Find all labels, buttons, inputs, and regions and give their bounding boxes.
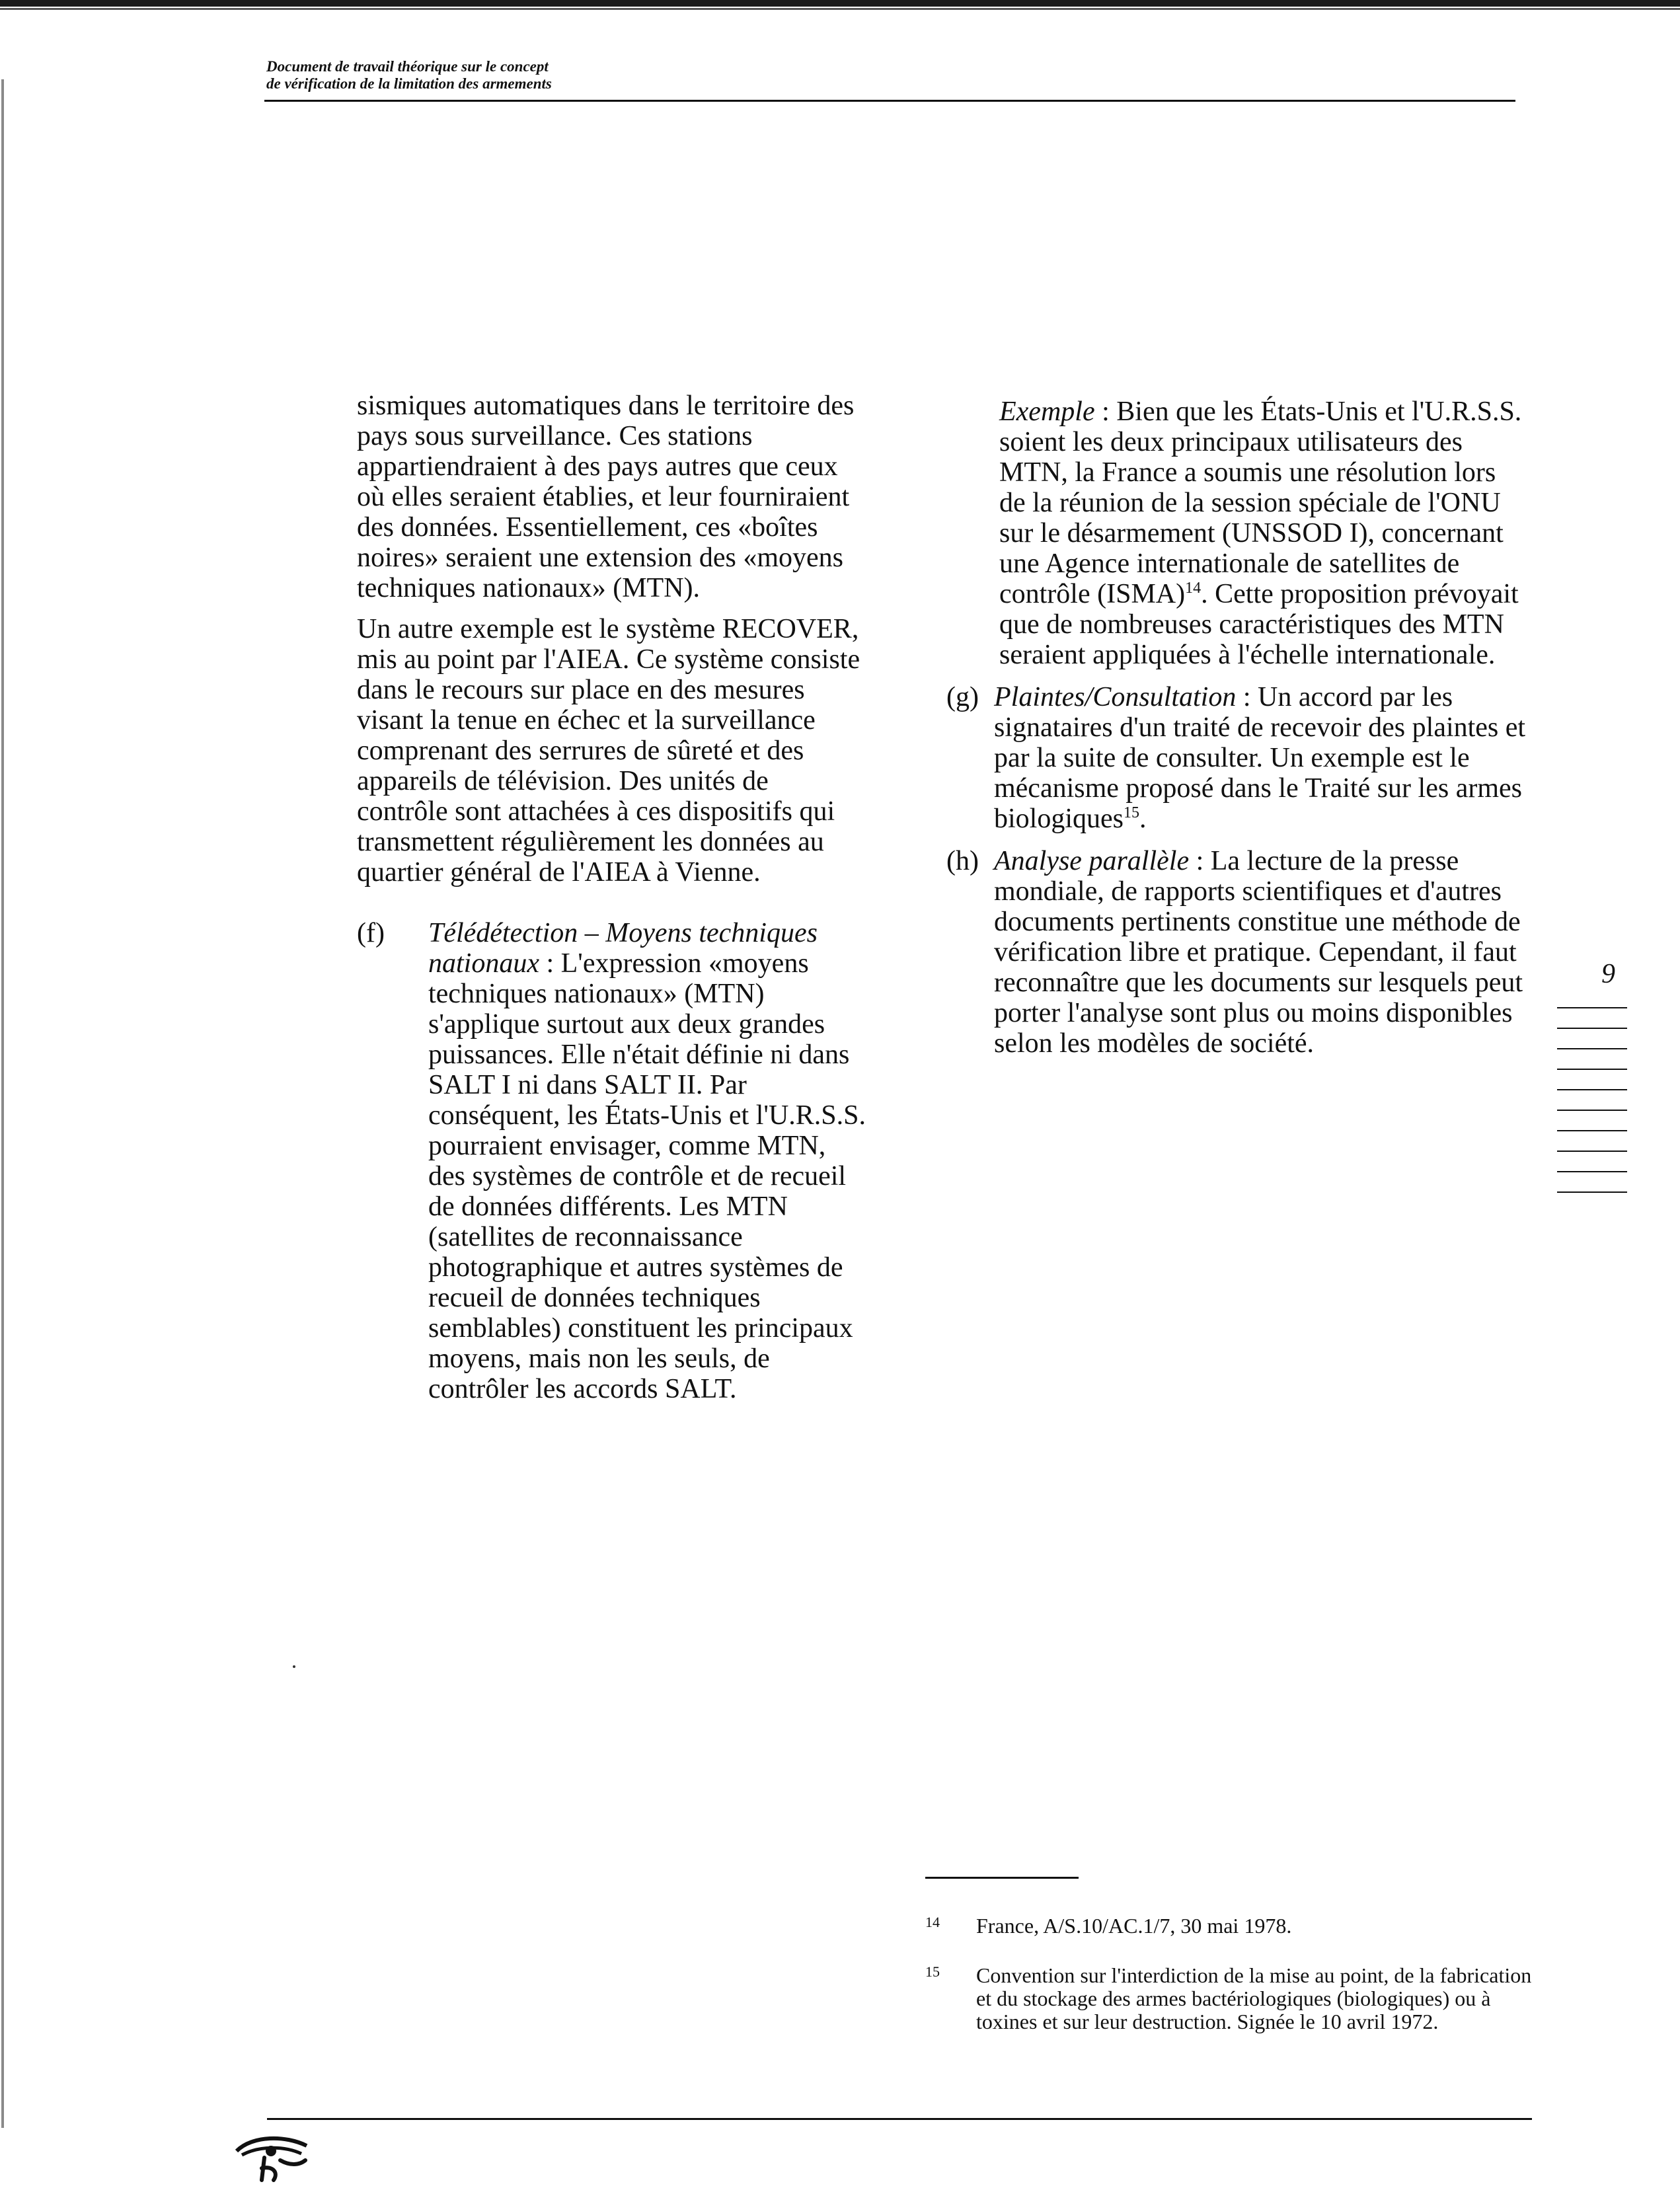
running-header (266, 58, 1258, 93)
left-column (357, 391, 866, 1404)
paragraph-recover: Un autre exemple est le système RECOVER, mis au point par l'AIEA. Ce système consiste dans le recours sur place en des mesures visant la tenue en échec et la surveillance comprenant des serrures de sûreté et des appareils de télévision. Des unités de contrôle sont attachées à ces dispositifs qui transmettent régulièrement les données au quartier général de l'AIEA à Vienne. (357, 614, 860, 888)
margin-rule (1557, 1171, 1627, 1172)
scan-border-left (1, 79, 4, 2128)
footnote-number: 14 (925, 1914, 940, 1930)
item-g-title: Plaintes/Consultation (994, 682, 1237, 712)
item-f-label: (f) (357, 918, 385, 948)
margin-rule (1557, 1191, 1627, 1193)
item-g (946, 682, 1528, 834)
paragraph-boites-noires: sismiques automatiques dans le territoire des pays sous surveillance. Ces stations appartiendraient à des pays autres que ceux où elles seraient établies, et leur fourniraient des données. Essentiellement, ces «boîtes noires» seraient une extension des «moyens techniques nationaux» (MTN). (357, 391, 855, 603)
item-h-label: (h) (946, 846, 979, 876)
scan-speck (293, 1665, 295, 1668)
item-h-title: Analyse parallèle (994, 846, 1190, 876)
item-f-title: Télédétection – Moyens techniques nationaux (428, 918, 818, 979)
page-number: 9 (1601, 959, 1615, 989)
margin-rule (1557, 1028, 1627, 1029)
item-f (357, 918, 866, 1404)
item-g-text-after: . (1139, 804, 1147, 834)
item-g-text: : Un accord par les signataires d'un traité de recevoir des plaintes et par la suite de consulter. Un exemple est le mécanisme proposé dans le Traité sur les armes biologiques (994, 682, 1526, 834)
footnote-number: 15 (925, 1963, 940, 1980)
running-header-line-2: de vérification de la limitation des armements (266, 75, 552, 92)
footnote-ref-15[interactable]: 15 (1124, 804, 1139, 821)
item-f-text: : L'expression «moyens techniques nationaux» (MTN) s'applique surtout aux deux grandes puissances. Elle n'était définie ni dans SALT I ni dans SALT II. Par conséquent, les États-Unis et l'U.R.S.S. pourraient envisager, comme MTN, des systèmes de contrôle et de recueil de données différents. Les MTN (satellites de reconnaissance photographique et autres systèmes de recueil de données techniques semblables) constituent les principaux moyens, mais non les seuls, de contrôler les accords SALT. (428, 948, 866, 1404)
footnote-text: France, A/S.10/AC.1/7, 30 mai 1978. (976, 1914, 1292, 1938)
right-column (946, 397, 1528, 1059)
eye-of-horus-icon (233, 2131, 311, 2184)
header-rule (264, 100, 1515, 102)
item-h-text: : La lecture de la presse mondiale, de rapports scientifiques et d'autres documents pertinents constitue une méthode de vérification libre et pratique. Cependant, il faut reconnaître que les documents sur lesquels peut porter l'analyse sont plus ou moins disponibles selon les modèles de société. (994, 846, 1523, 1059)
footnote-15 (925, 1964, 1533, 2033)
scan-border-top-secondary (0, 8, 1680, 10)
margin-rule (1557, 1089, 1627, 1090)
margin-rule (1557, 1048, 1627, 1049)
scan-border-top (0, 0, 1680, 7)
running-header-line-1: Document de travail théorique sur le concept (266, 58, 549, 75)
margin-rule (1557, 1069, 1627, 1070)
margin-rule-block (1557, 1007, 1627, 1212)
footer-rule (267, 2118, 1532, 2120)
footnotes (925, 1914, 1533, 2060)
footnote-text: Convention sur l'interdiction de la mise au point, de la fabrication et du stockage des armes bactériologiques (biologiques) ou à toxines et sur leur destruction. Signée le 10 avril 1972. (976, 1963, 1532, 2033)
example-text-after: . Cette proposition prévoyait que de nombreuses caractéristiques des MTN seraient appliquées à l'échelle internationale. (999, 579, 1519, 670)
margin-rule (1557, 1130, 1627, 1131)
item-g-label: (g) (946, 682, 979, 712)
margin-rule (1557, 1110, 1627, 1111)
item-f-body (428, 918, 866, 1404)
example-title: Exemple (999, 397, 1095, 427)
item-g-body (994, 682, 1528, 834)
item-h-body (994, 846, 1528, 1059)
margin-rule (1557, 1007, 1627, 1008)
example-text: : Bien que les États-Unis et l'U.R.S.S. soient les deux principaux utilisateurs des MTN, la France a soumis une résolution lors de la réunion de la session spéciale de l'ONU sur le désarmement (UNSSOD I), concernant une Agence internationale de satellites de contrôle (ISMA) (999, 397, 1522, 609)
item-h (946, 846, 1528, 1059)
margin-rule (1557, 1151, 1627, 1152)
footnote-14 (925, 1914, 1533, 1938)
example-paragraph (946, 397, 1528, 670)
footnote-rule (925, 1877, 1079, 1879)
footnote-ref-14[interactable]: 14 (1185, 580, 1202, 597)
